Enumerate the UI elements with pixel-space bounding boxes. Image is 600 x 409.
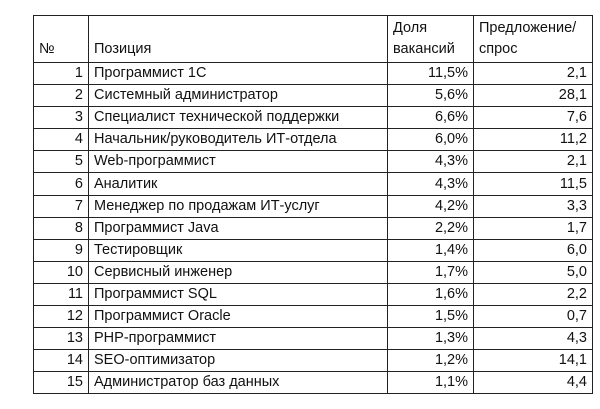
cell-ratio: 4,3 [474,328,593,350]
header-ratio: Предложение/ спрос [474,16,593,63]
cell-share: 1,2% [388,350,474,372]
cell-num: 3 [34,107,89,129]
cell-ratio: 0,7 [474,306,593,328]
cell-num: 4 [34,129,89,151]
cell-ratio: 11,2 [474,129,593,151]
cell-num: 11 [34,283,89,305]
cell-num: 2 [34,85,89,107]
cell-ratio: 3,3 [474,195,593,217]
cell-share: 4,3% [388,151,474,173]
cell-position: Менеджер по продажам ИТ-услуг [89,195,388,217]
cell-position: Администратор баз данных [89,372,388,394]
cell-position: Программист Oracle [89,306,388,328]
cell-num: 14 [34,350,89,372]
positions-table [33,15,593,394]
cell-ratio: 2,2 [474,283,593,305]
table-row [34,350,593,372]
cell-share: 4,2% [388,195,474,217]
cell-num: 10 [34,261,89,283]
table-row [34,239,593,261]
cell-position: Специалист технической поддержки [89,107,388,129]
cell-ratio: 11,5 [474,173,593,195]
cell-num: 6 [34,173,89,195]
table-row [34,129,593,151]
table-row [34,328,593,350]
cell-position: Программист Java [89,217,388,239]
table-body [34,63,593,394]
cell-share: 2,2% [388,217,474,239]
cell-ratio: 2,1 [474,151,593,173]
cell-share: 5,6% [388,85,474,107]
cell-position: Тестировщик [89,239,388,261]
cell-share: 6,6% [388,107,474,129]
cell-num: 1 [34,63,89,85]
table-row [34,283,593,305]
cell-ratio: 28,1 [474,85,593,107]
table-row [34,173,593,195]
cell-position: Программист SQL [89,283,388,305]
cell-ratio: 6,0 [474,239,593,261]
header-position: Позиция [89,16,388,63]
cell-position: Аналитик [89,173,388,195]
table-row [34,217,593,239]
table-header [34,16,593,63]
cell-ratio: 4,4 [474,372,593,394]
cell-ratio: 1,7 [474,217,593,239]
table-row [34,107,593,129]
cell-position: Программист 1С [89,63,388,85]
cell-position: Сервисный инженер [89,261,388,283]
cell-ratio: 7,6 [474,107,593,129]
cell-share: 1,5% [388,306,474,328]
header-share: Доля вакансий [388,16,474,63]
header-row [34,16,593,63]
cell-num: 15 [34,372,89,394]
cell-num: 13 [34,328,89,350]
cell-position: Web-программист [89,151,388,173]
cell-share: 4,3% [388,173,474,195]
cell-num: 8 [34,217,89,239]
cell-share: 1,7% [388,261,474,283]
table-row [34,151,593,173]
cell-position: Системный администратор [89,85,388,107]
cell-num: 5 [34,151,89,173]
table-row [34,306,593,328]
cell-position: Начальник/руководитель ИТ-отдела [89,129,388,151]
cell-share: 6,0% [388,129,474,151]
header-num: № [34,16,89,63]
cell-num: 9 [34,239,89,261]
cell-share: 1,1% [388,372,474,394]
cell-ratio: 2,1 [474,63,593,85]
cell-share: 1,6% [388,283,474,305]
cell-share: 1,3% [388,328,474,350]
cell-num: 7 [34,195,89,217]
cell-ratio: 5,0 [474,261,593,283]
table-row [34,85,593,107]
table-row [34,372,593,394]
cell-share: 11,5% [388,63,474,85]
cell-position: PHP-программист [89,328,388,350]
cell-ratio: 14,1 [474,350,593,372]
table-row [34,261,593,283]
cell-position: SEO-оптимизатор [89,350,388,372]
cell-share: 1,4% [388,239,474,261]
table-row [34,63,593,85]
cell-num: 12 [34,306,89,328]
table-row [34,195,593,217]
